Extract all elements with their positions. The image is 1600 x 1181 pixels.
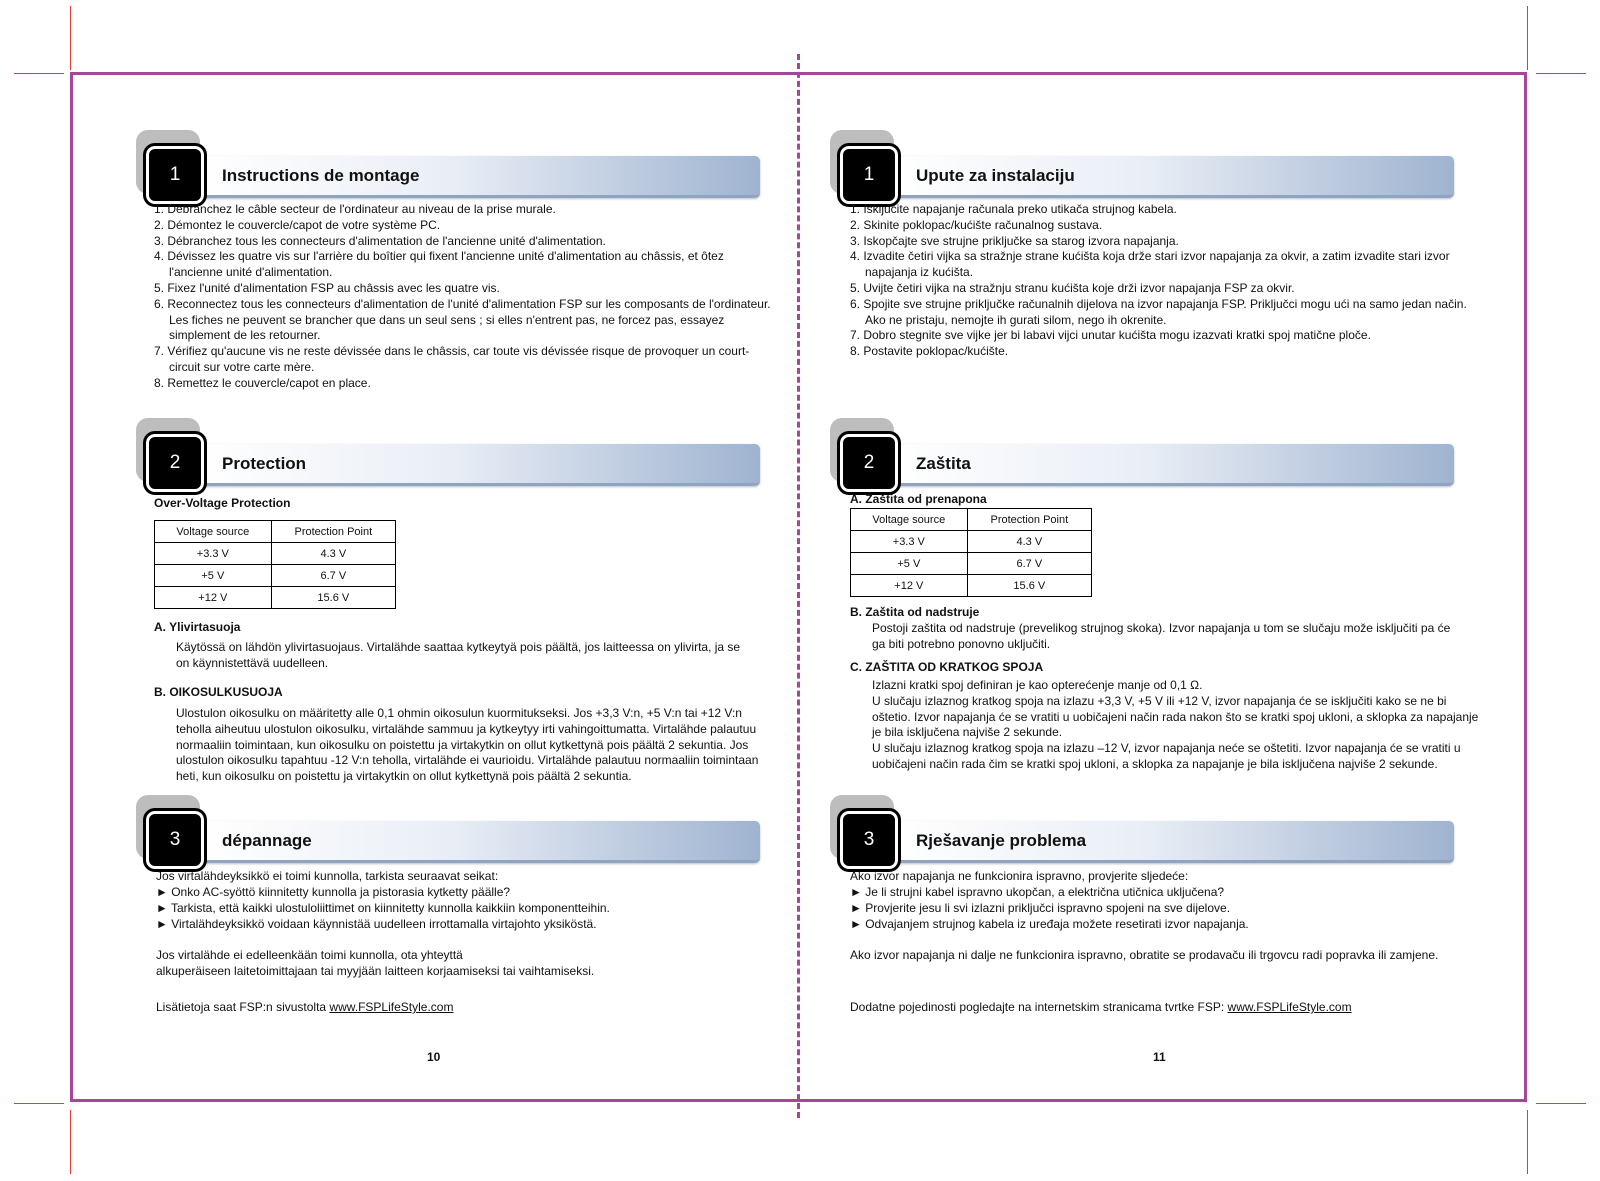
outro-line: Jos virtalähde ei edelleenkään toimi kunnolla, ota yhteyttä xyxy=(156,948,463,962)
section-header-installation xyxy=(844,142,1454,198)
list-item: ► Je li strujni kabel ispravno ukopčan, a električna utičnica uključena? xyxy=(850,885,1225,899)
crop-mark xyxy=(14,73,64,74)
list-item: 4. Dévissez les quatre vis sur l'arrière du boîtier qui fixent l'ancienne unité d'alimentation au châssis, et ôtez l'ancienne unité d'alimentation. xyxy=(154,249,724,280)
list-item: 5. Uvijte četiri vijka na stražnju stranu kućišta koje drži izvor napajanja FSP za okvir. xyxy=(850,280,1295,295)
more-info-label: Lisätietoja saat FSP:n sivustolta xyxy=(156,1000,330,1014)
list-item: 4. Izvadite četiri vijka sa stražnje strane kućišta koja drže stari izvor napajanja za okvir, a zatim izvadite stari izvor napajanja iz kućišta. xyxy=(850,249,1450,280)
overcurrent-heading: B. Zaštita od nadstruje xyxy=(850,605,980,619)
list-item: 2. Démontez le couvercle/capot de votre système PC. xyxy=(154,217,441,232)
overcurrent-heading: A. Ylivirtasuoja xyxy=(154,620,241,634)
troubleshooting-outro: Ako izvor napajanja ni dalje ne funkcionira ispravno, obratite se prodavaču ili trgovcu radi popravka ili zamjene. xyxy=(850,948,1439,962)
section-header-protection xyxy=(844,430,1454,486)
table-cell: 6.7 V xyxy=(967,553,1091,575)
section-number: 1 xyxy=(840,146,898,204)
table-cell: 4.3 V xyxy=(271,543,395,565)
ovp-heading: Over-Voltage Protection xyxy=(154,496,291,510)
installation-steps xyxy=(154,202,779,392)
list-item: 6. Reconnectez tous les connecteurs d'alimentation de l'unité d'alimentation FSP sur les composants de l'ordinateur. Les fiches ne peuvent se brancher que dans un seul sens ; si elles n'entrent pas, ne forcez pas, essayez simplement de les retourner. xyxy=(154,296,771,343)
section-title: Instructions de montage xyxy=(222,166,420,185)
protection-table xyxy=(850,508,1092,597)
short-circuit-line: Izlazni kratki spoj definiran je kao opterećenje manje od 0,1 Ω. xyxy=(872,678,1203,692)
section-header-troubleshooting xyxy=(844,807,1454,863)
section-number: 2 xyxy=(146,434,204,492)
list-item: 6. Spojite sve strujne priključke računalnih dijelova na izvor napajanja FSP. Priključci mogu ući na samo jedan način. Ako ne pristaju, nemojte ih gurati silom, nego ih okrenite. xyxy=(850,296,1467,327)
more-info-label: Dodatne pojedinosti pogledajte na internetskim stranicama tvrtke FSP: xyxy=(850,1000,1228,1014)
table-row xyxy=(155,587,396,609)
more-info xyxy=(850,1000,1352,1016)
troubleshooting-intro: Jos virtalähdeyksikkö ei toimi kunnolla, tarkista seuraavat seikat: xyxy=(156,869,499,883)
troubleshooting-intro: Ako izvor napajanja ne funkcionira ispravno, provjerite sljedeće: xyxy=(850,869,1189,883)
section-number: 2 xyxy=(840,434,898,492)
section-title: dépannage xyxy=(222,831,312,850)
table-row xyxy=(851,553,1092,575)
crop-mark xyxy=(1527,1110,1528,1174)
list-item: ► Odvajanjem strujnog kabela iz uređaja možete resetirati izvor napajanja. xyxy=(850,916,1249,931)
list-item: ► Tarkista, että kaikki ulostuloliittimet on kiinnitetty kunnolla kaikkiin komponentteihin. xyxy=(156,900,610,915)
table-cell: +12 V xyxy=(851,575,968,597)
troubleshooting-outro xyxy=(156,948,776,980)
section-header-installation xyxy=(150,142,760,198)
list-item: ► Virtalähdeyksikkö voidaan käynnistää uudelleen irrottamalla virtajohto yksiköstä. xyxy=(156,916,597,931)
table-cell: +3.3 V xyxy=(155,543,272,565)
list-item: 3. Iskopčajte sve strujne priključke sa starog izvora napajanja. xyxy=(850,233,1179,248)
installation-steps xyxy=(850,202,1490,360)
overcurrent-text: Postoji zaštita od nadstruje (prevelikog strujnog skoka). Izvor napajanja u tom se slučaju može isključiti pa će ga biti potrebno ponovno uključiti. xyxy=(872,621,1451,651)
website-link[interactable]: www.FSPLifeStyle.com xyxy=(1227,1000,1352,1014)
short-circuit-line: U slučaju izlaznog kratkog spoja na izlazu +3,3 V, +5 V ili +12 V, izvor napajanja će se isključiti kako se ne bi oštetio. Izvor napajanja će se vratiti u uobičajeni način rada nakon što se kratki spoj ukloni, a sklopka za napajanje je bila isključena najviše 2 sekunde. xyxy=(872,693,1479,740)
crop-mark xyxy=(14,1103,64,1104)
overcurrent-text: Käytössä on lähdön ylivirtasuojaus. Virtalähde saattaa kytkeytyä pois päältä, jos laitteessa on ylivirta, ja se on käynnistettävä uudelleen. xyxy=(176,640,741,670)
outro-line: alkuperäiseen laitetoimittajaan tai myyjään laitteen korjaamiseksi tai vaihtamiseksi. xyxy=(156,963,595,978)
table-header-row xyxy=(851,509,1092,531)
table-header-row xyxy=(155,521,396,543)
short-circuit-heading: C. ZAŠTITA OD KRATKOG SPOJA xyxy=(850,660,1044,674)
table-cell: +5 V xyxy=(851,553,968,575)
table-cell: +5 V xyxy=(155,565,272,587)
more-info xyxy=(156,1000,453,1016)
table-header: Protection Point xyxy=(967,509,1091,531)
table-row xyxy=(851,575,1092,597)
section-header-protection xyxy=(150,430,760,486)
crop-mark xyxy=(70,1110,71,1174)
list-item: 5. Fixez l'unité d'alimentation FSP au châssis avec les quatre vis. xyxy=(154,280,500,295)
crop-mark xyxy=(1527,6,1528,70)
list-item: ► Onko AC-syöttö kiinnitetty kunnolla ja pistorasia kytketty päälle? xyxy=(156,885,511,899)
short-circuit-heading: B. OIKOSULKUSUOJA xyxy=(154,685,283,699)
section-header-troubleshooting xyxy=(150,807,760,863)
table-cell: +12 V xyxy=(155,587,272,609)
list-item: 2. Skinite poklopac/kućište računalnog sustava. xyxy=(850,217,1103,232)
crop-mark xyxy=(70,6,71,70)
crop-mark xyxy=(1536,1103,1586,1104)
table-cell: 4.3 V xyxy=(967,531,1091,553)
list-item: 1. Isključite napajanje računala preko utikača strujnog kabela. xyxy=(850,202,1177,216)
section-title: Upute za instalaciju xyxy=(916,166,1075,185)
section-number: 3 xyxy=(840,811,898,869)
troubleshooting-list xyxy=(850,885,1480,932)
section-number: 1 xyxy=(146,146,204,204)
table-row xyxy=(851,531,1092,553)
list-item: 7. Dobro stegnite sve vijke jer bi labavi vijci unutar kućišta mogu izazvati kratki spoj matične ploče. xyxy=(850,328,1371,343)
list-item: 8. Postavite poklopac/kućište. xyxy=(850,344,1009,359)
table-header: Voltage source xyxy=(851,509,968,531)
website-link[interactable]: www.FSPLifeStyle.com xyxy=(329,1000,454,1014)
table-row xyxy=(155,543,396,565)
table-row xyxy=(155,565,396,587)
table-cell: 15.6 V xyxy=(967,575,1091,597)
fold-line xyxy=(797,54,800,1118)
list-item: ► Provjerite jesu li svi izlazni priključci ispravno spojeni na sve dijelove. xyxy=(850,900,1231,915)
table-header: Voltage source xyxy=(155,521,272,543)
section-title: Protection xyxy=(222,454,307,473)
list-item: 3. Débranchez tous les connecteurs d'alimentation de l'ancienne unité d'alimentation. xyxy=(154,233,606,248)
short-circuit-text xyxy=(872,678,1487,773)
list-item: 1. Débranchez le câble secteur de l'ordinateur au niveau de la prise murale. xyxy=(154,202,556,216)
table-cell: 15.6 V xyxy=(271,587,395,609)
page-number: 11 xyxy=(1153,1050,1166,1064)
protection-table xyxy=(154,520,396,609)
page-number: 10 xyxy=(427,1050,441,1064)
short-circuit-text: Ulostulon oikosulku on määritetty alle 0,1 ohmin oikosulun kuormitukseksi. Jos +3,3 V:n, +5 V:n tai +12 V:n teholla aiheutuu ulostulon oikosulku, virtalähde sammuu ja kytkeytyy irti vahingoittumatta. Virtalähde palautuu normaaliin toimintaan, kun oikosulku on poistettu ja virtakytkin on ollut kytkettynä pois päältä 2 sekuntia. Jos ulostulon oikosulku tapahtuu -12 V:n teholla, virtalähde ei vaurioidu. Virtalähde palautuu normaaliin toimintaan heti, kun oikosulku on poistettu ja virtakytkin on ollut kytkettynä pois päältä 2 sekuntia. xyxy=(176,706,759,784)
troubleshooting-list xyxy=(156,885,776,932)
section-number: 3 xyxy=(146,811,204,869)
section-title: Zaštita xyxy=(916,454,971,473)
list-item: 8. Remettez le couvercle/capot en place. xyxy=(154,375,371,390)
ovp-heading: A. Zaštita od prenapona xyxy=(850,492,987,506)
section-title: Rješavanje problema xyxy=(916,831,1087,850)
table-header: Protection Point xyxy=(271,521,395,543)
header-bar xyxy=(892,444,1454,486)
table-cell: +3.3 V xyxy=(851,531,968,553)
short-circuit-line: U slučaju izlaznog kratkog spoja na izlazu –12 V, izvor napajanja neće se oštetiti. Izvor napajanja će se vratiti u uobičajeni način rada čim se kratki spoj ukloni, a sklopka za napajanje je bila isključena najviše 2 sekunde. xyxy=(872,741,1461,771)
table-cell: 6.7 V xyxy=(271,565,395,587)
crop-mark xyxy=(1536,73,1586,74)
list-item: 7. Vérifiez qu'aucune vis ne reste dévissée dans le châssis, car toute vis dévissée risque de provoquer un court-circuit sur votre carte mère. xyxy=(154,344,750,374)
